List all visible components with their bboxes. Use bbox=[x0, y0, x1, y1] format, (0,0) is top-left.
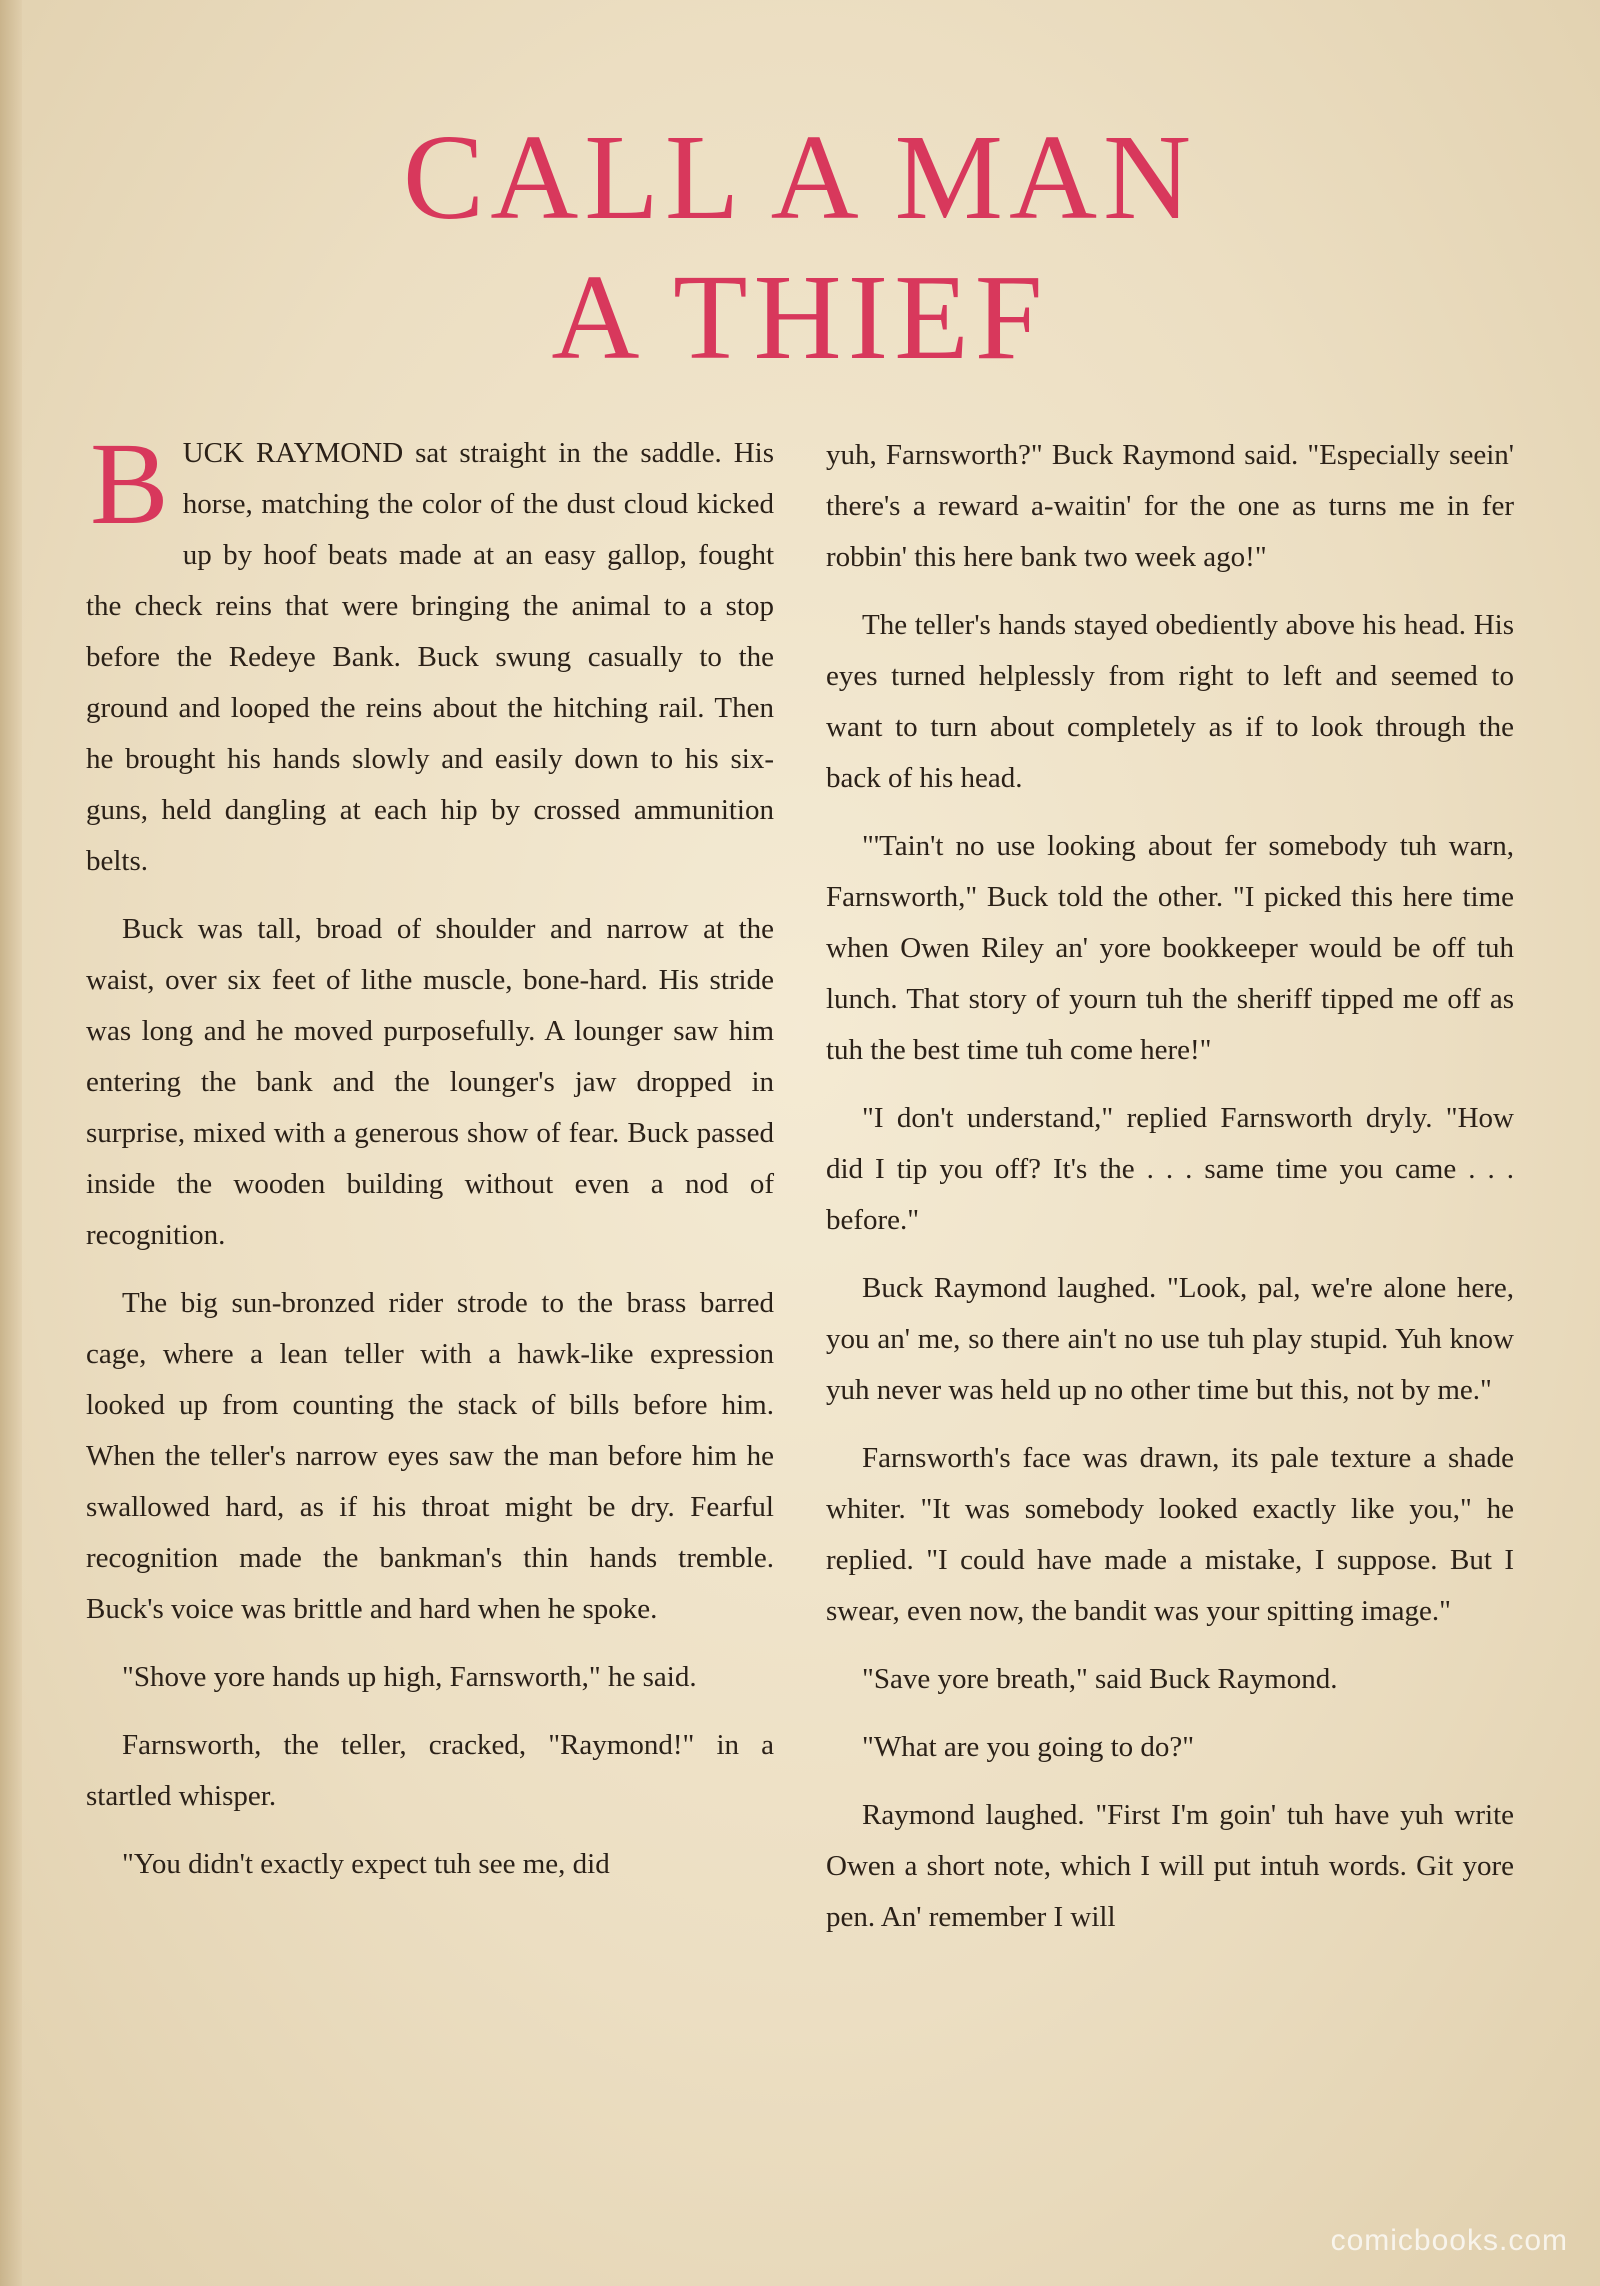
paragraph: Raymond laughed. "First I'm goin' tuh have yuh write Owen a short note, which I will put intuh words. Git yore pen. An' remember I will bbox=[826, 1799, 1514, 1933]
paragraph bbox=[86, 418, 774, 887]
right-text-column bbox=[826, 430, 1514, 1960]
paragraph: "'Tain't no use looking about fer somebody tuh warn, Farnsworth," Buck told the other. "I picked this here time when Owen Riley an' yore bookkeeper would be off tuh lunch. That story of yourn tuh the sheriff tipped me off as tuh the best time tuh come here!" bbox=[826, 830, 1514, 1066]
paragraph: "Shove yore hands up high, Farnsworth," he said. bbox=[122, 1661, 697, 1693]
paragraph: "You didn't exactly expect tuh see me, did bbox=[122, 1848, 610, 1880]
paragraph: Buck Raymond laughed. "Look, pal, we're alone here, you an' me, so there ain't no use tuh play stupid. Yuh know yuh never was held up no other time but this, not by me." bbox=[826, 1272, 1514, 1406]
drop-cap: B bbox=[90, 418, 169, 549]
story-title-line-1: CALL A MAN bbox=[402, 110, 1198, 245]
paragraph: Farnsworth, the teller, cracked, "Raymond!" in a startled whisper. bbox=[86, 1729, 774, 1812]
paragraph: Buck was tall, broad of shoulder and narrow at the waist, over six feet of lithe muscle, bone-hard. His stride was long and he moved purposefully. A lounger saw him entering the bank and the lounger's jaw dropped in surprise, mixed with a generous show of fear. Buck passed inside the wooden building without even a nod of recognition. bbox=[86, 913, 774, 1251]
site-watermark: comicbooks.com bbox=[1330, 2224, 1568, 2257]
paragraph: The teller's hands stayed obediently above his head. His eyes turned helplessly from right to left and seemed to want to turn about completely as if to look through the back of his head. bbox=[826, 609, 1514, 794]
paragraph-text: UCK RAYMOND sat straight in the saddle. His horse, matching the color of the dust cloud kicked up by hoof beats made at an easy gallop, fought the check reins that were bringing the animal to a stop before the Redeye Bank. Buck swung casually to the ground and looped the reins about the hitching rail. Then he brought his hands slowly and easily down to his six-guns, held dangling at each hip by crossed ammunition belts. bbox=[86, 437, 774, 877]
paragraph: yuh, Farnsworth?" Buck Raymond said. "Especially seein' there's a reward a-waitin' for the one as turns me in fer robbin' this here bank two week ago!" bbox=[826, 439, 1514, 573]
paragraph: "What are you going to do?" bbox=[862, 1731, 1195, 1763]
left-text-column bbox=[86, 418, 774, 1907]
paragraph: Farnsworth's face was drawn, its pale texture a shade whiter. "It was somebody looked exactly like you," he replied. "I could have made a mistake, I suppose. But I swear, even now, the bandit was your spitting image." bbox=[826, 1442, 1514, 1627]
paragraph: The big sun-bronzed rider strode to the brass barred cage, where a lean teller with a hawk-like expression looked up from counting the stack of bills before him. When the teller's narrow eyes saw the man before him he swallowed hard, as if his throat might be dry. Fearful recognition made the bankman's thin hands tremble. Buck's voice was brittle and hard when he spoke. bbox=[86, 1287, 774, 1625]
paragraph: "Save yore breath," said Buck Raymond. bbox=[862, 1663, 1338, 1695]
paragraph: "I don't understand," replied Farnsworth dryly. "How did I tip you off? It's the . . . same time you came . . . before." bbox=[826, 1102, 1514, 1236]
story-title-line-2: A THIEF bbox=[551, 250, 1049, 385]
